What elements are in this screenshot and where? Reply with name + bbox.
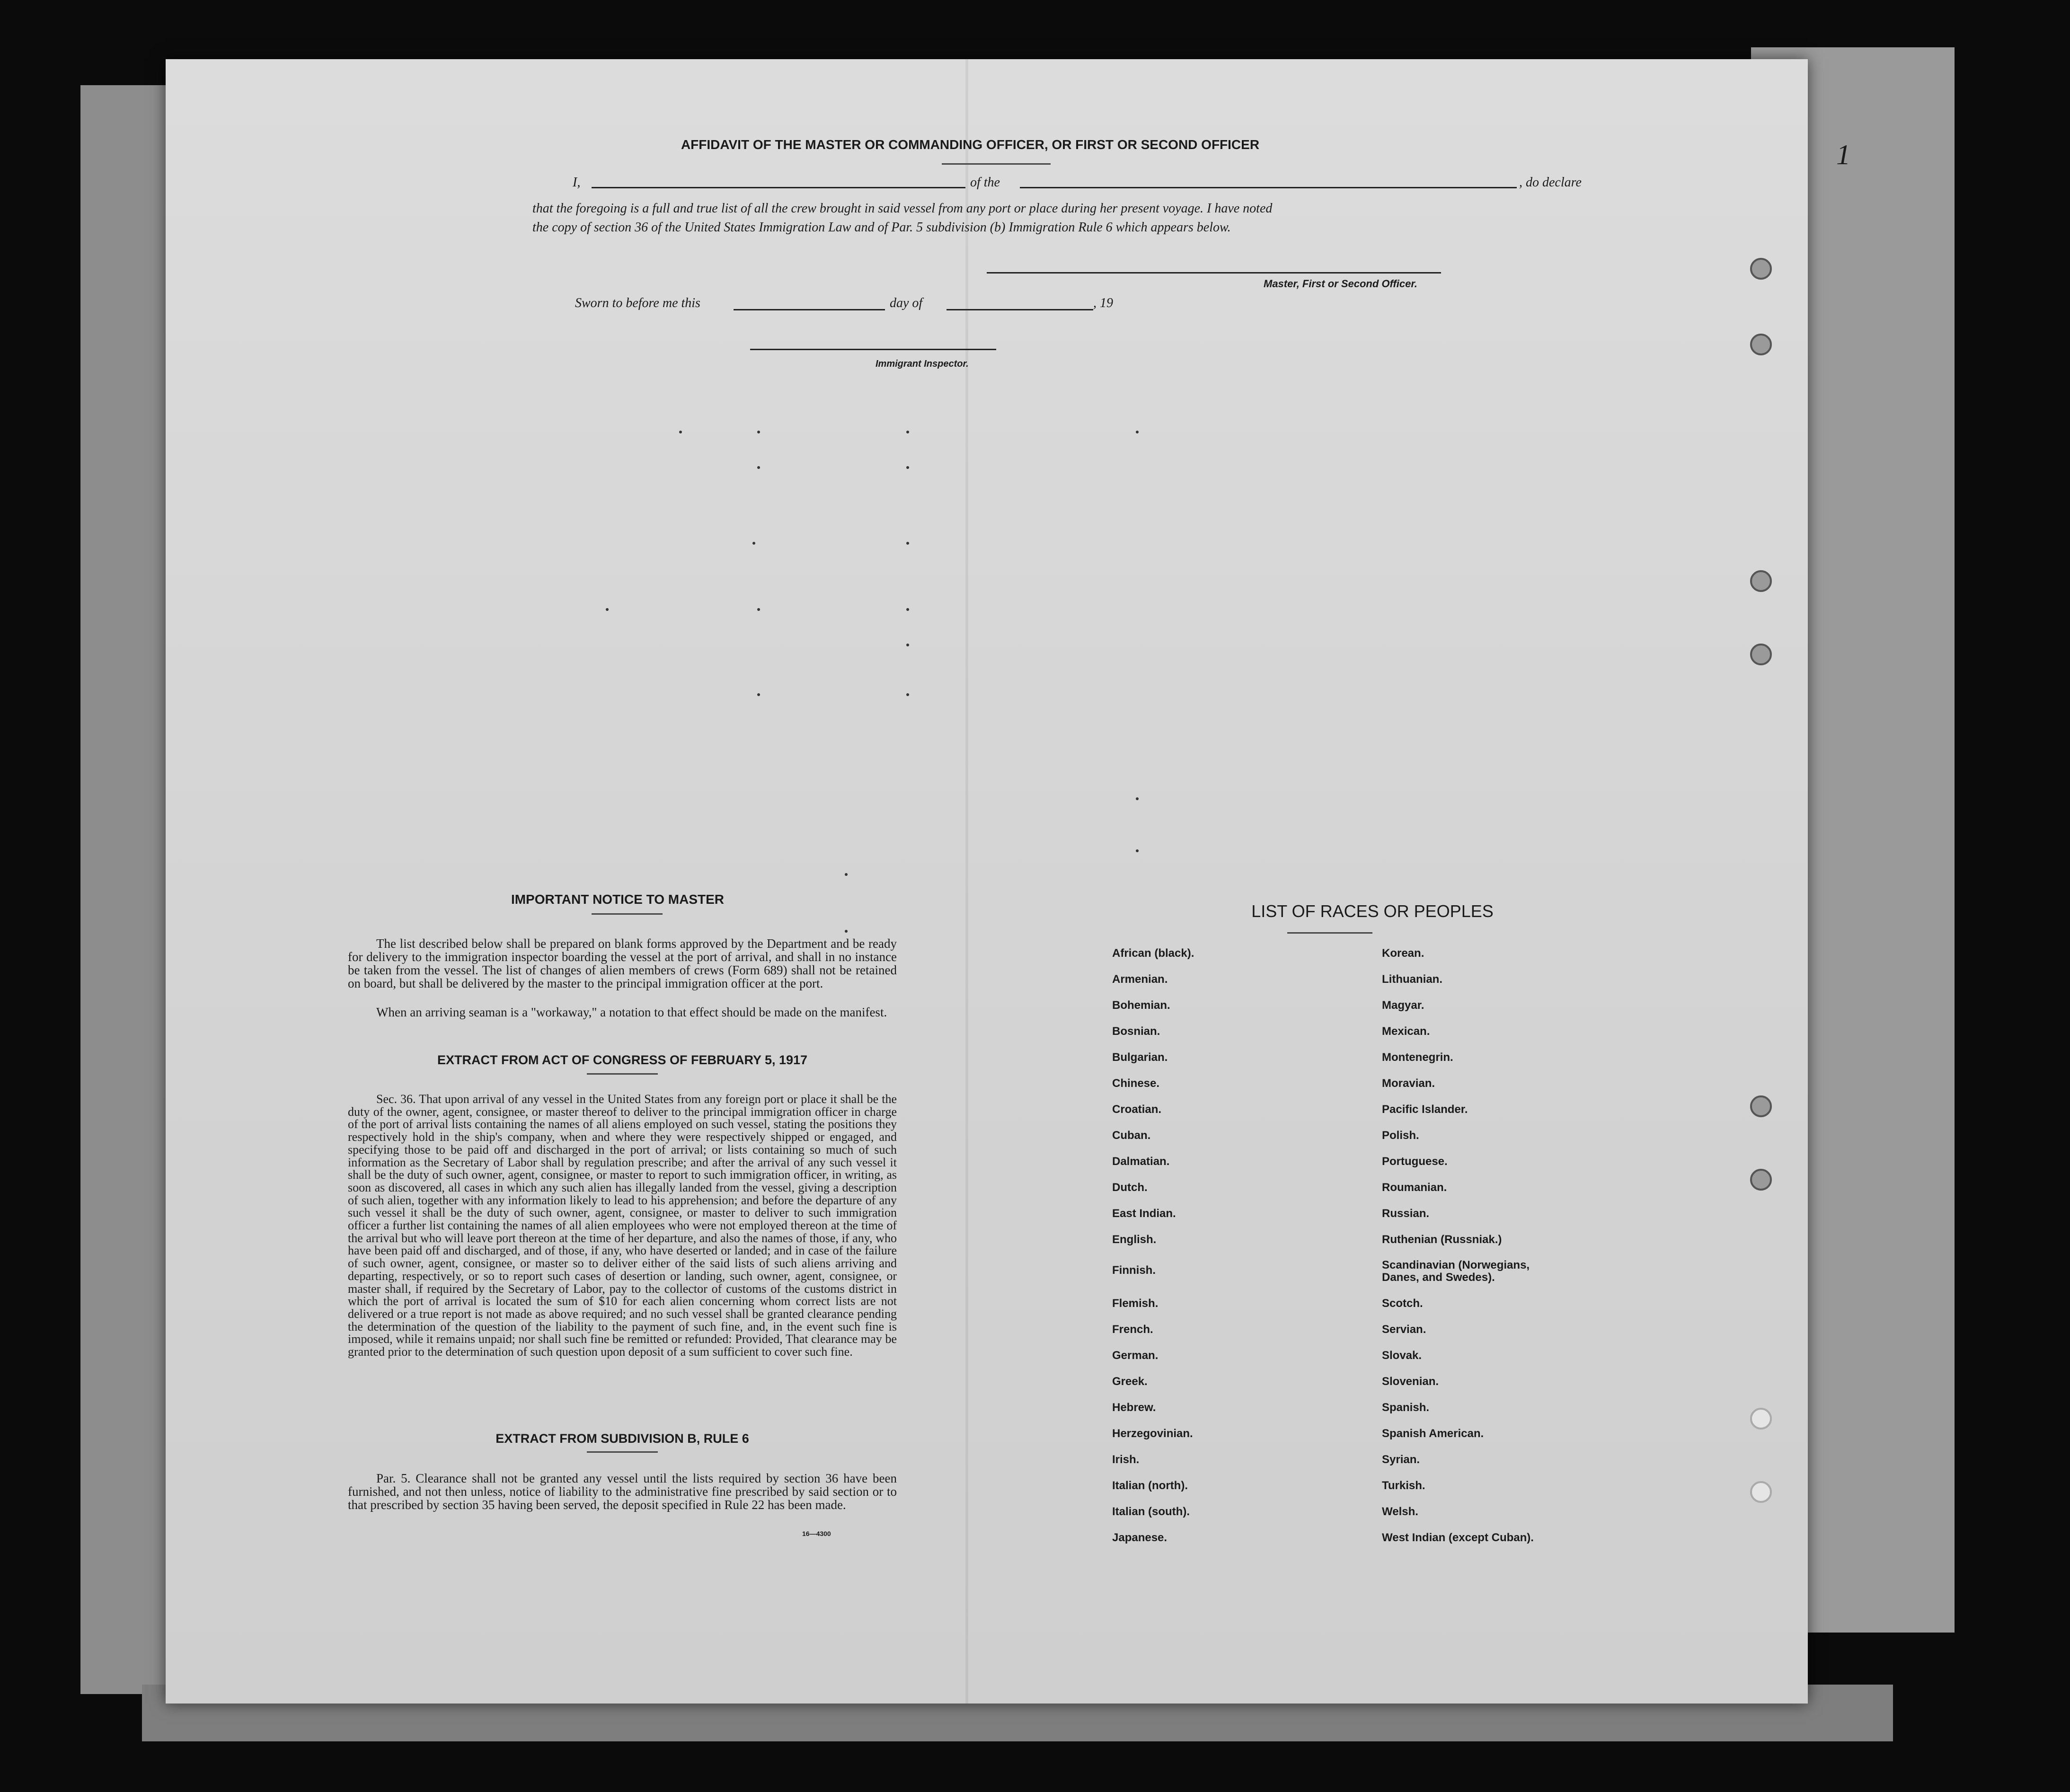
title-rule [942, 163, 1051, 165]
race-item: Montenegrin. [1382, 1051, 1453, 1064]
manifest-page [166, 59, 1850, 1704]
dot [845, 930, 848, 933]
dot [752, 542, 755, 545]
race-item: Scandinavian (Norwegians, Danes, and Swedes). [1382, 1259, 1530, 1284]
affiant-name-line[interactable] [592, 187, 965, 188]
binder-hole [1750, 644, 1772, 665]
page-number: 1 [1836, 139, 1850, 170]
race-item: West Indian (except Cuban). [1382, 1531, 1534, 1544]
race-item: Magyar. [1382, 999, 1424, 1012]
race-item: Croatian. [1112, 1103, 1162, 1116]
dot [845, 873, 848, 876]
dot [1136, 849, 1139, 852]
race-item: French. [1112, 1323, 1153, 1336]
dot [1136, 431, 1139, 433]
race-item: Moravian. [1382, 1077, 1435, 1090]
races-rule [1287, 932, 1372, 934]
page-fold [965, 59, 968, 1704]
affidavit-line-2: the copy of section 36 of the United States Immigration Law and of Par. 5 subdivision (b) Immigration Rule 6 which appears below. [532, 220, 1231, 235]
race-item: Cuban. [1112, 1129, 1151, 1142]
race-item: Finnish. [1112, 1264, 1156, 1277]
affidavit-title: AFFIDAVIT OF THE MASTER OR COMMANDING OFFICER, OR FIRST OR SECOND OFFICER [681, 137, 1260, 152]
binder-hole [1750, 258, 1772, 280]
sworn-month-line[interactable] [947, 309, 1093, 310]
vessel-name-line[interactable] [1020, 187, 1517, 188]
race-item: Spanish American. [1382, 1427, 1484, 1440]
form-code: 16—4300 [802, 1530, 831, 1537]
binder-hole [1750, 570, 1772, 592]
race-item: Scotch. [1382, 1297, 1423, 1310]
race-item: Slovak. [1382, 1349, 1422, 1362]
race-item: African (black). [1112, 947, 1194, 960]
affiant-label: I, [573, 175, 581, 190]
race-item: Pacific Islander. [1382, 1103, 1468, 1116]
race-item: Ruthenian (Russniak.) [1382, 1233, 1502, 1246]
day-of-label: day of [890, 296, 923, 310]
act-extract-title: EXTRACT FROM ACT OF CONGRESS OF FEBRUARY 5, 1917 [437, 1053, 808, 1067]
race-item: Servian. [1382, 1323, 1426, 1336]
notice-rule [592, 913, 663, 915]
dot [606, 608, 609, 611]
dot [1136, 797, 1139, 800]
do-declare-label: , do declare [1519, 175, 1582, 190]
race-item: Dalmatian. [1112, 1155, 1170, 1168]
binder-hole [1750, 1408, 1772, 1430]
race-item: Lithuanian. [1382, 973, 1442, 986]
race-item: Portuguese. [1382, 1155, 1448, 1168]
races-title: LIST OF RACES OR PEOPLES [1251, 901, 1494, 921]
rule-extract-rule [587, 1451, 658, 1453]
rule-extract-title: EXTRACT FROM SUBDIVISION B, RULE 6 [495, 1431, 749, 1446]
notice-paragraph-2: When an arriving seaman is a "workaway," a notation to that effect should be made on the manifest. [376, 1005, 887, 1019]
signature-line[interactable] [987, 272, 1441, 274]
sworn-day-line[interactable] [734, 309, 885, 310]
inspector-line[interactable] [750, 349, 996, 350]
dot [757, 693, 760, 696]
dot [757, 466, 760, 469]
race-item: Korean. [1382, 947, 1424, 960]
act-extract-rule [587, 1073, 658, 1075]
race-item: Spanish. [1382, 1401, 1430, 1414]
race-item: Turkish. [1382, 1479, 1425, 1492]
race-item: Irish. [1112, 1453, 1140, 1466]
dot [906, 466, 909, 469]
race-item: Bohemian. [1112, 999, 1170, 1012]
race-item: Roumanian. [1382, 1181, 1447, 1194]
dot [906, 644, 909, 646]
race-item: Polish. [1382, 1129, 1419, 1142]
race-item: Welsh. [1382, 1505, 1418, 1518]
race-item: Greek. [1112, 1375, 1148, 1388]
year-label: , 19 [1093, 296, 1113, 310]
of-the-label: of the [970, 175, 1000, 190]
inspector-label: Immigrant Inspector. [876, 359, 969, 369]
race-item: Herzegovinian. [1112, 1427, 1193, 1440]
race-item: Flemish. [1112, 1297, 1159, 1310]
binder-hole [1750, 1481, 1772, 1503]
race-item: Chinese. [1112, 1077, 1160, 1090]
race-item: Japanese. [1112, 1531, 1168, 1544]
dot [757, 431, 760, 433]
act-extract-body: Sec. 36. That upon arrival of any vessel in the United States from any foreign port or place it shall be the duty of the owner, agent, consignee, or master thereof to deliver to the principal immigration officer in charge of the port of arrival lists containing the names of all aliens employed on such vessel, stating the positions they respectively hold in the ship's company, when and where they were respectively shipped or engaged, and specifying those to be paid off and discharged in the port of arrival; or lists containing so much of such information as the Secretary of Labor shall by regulation prescribe; and after the arrival of any such vessel it shall be the duty of such owner, agent, consignee, or master to report to such immigration officer, in writing, as soon as discovered, all cases in which any such alien has illegally landed from the vessel, giving a description of such alien, together with any information likely to lead to his apprehension; and before the departure of any such vessel it shall be the duty of such owner, agent, consignee, or master to deliver to such immigration officer a further list containing the names of all alien employees who were not employed thereon at the time of the arrival but who will leave port thereon at the time of her departure, and also the names of those, if any, who have been paid off and discharged, and of those, if any, who have deserted or landed; and in case of the failure of such owner, agent, consignee, or master so to deliver either of the said lists of such aliens arriving and departing, respectively, or so to report such cases of desertion or landing, such owner, agent, consignee, or master shall, if required by the Secretary of Labor, pay to the collector of customs of the customs district in which the port of arrival is located the sum of $10 for each alien concerning whom correct lists are not delivered or a true report is not made as above required; and no such vessel shall be granted clearance pending the determination of the question of the liability to the payment of such fine, and, in the event such fine is imposed, while it remains unpaid; nor shall such fine be remitted or refunded: Provided, That clearance may be granted prior to the determination of such question upon deposit of a sum sufficient to cover such fine. [348, 1092, 897, 1359]
race-item: Hebrew. [1112, 1401, 1156, 1414]
dot [679, 431, 682, 433]
race-item: Russian. [1382, 1207, 1430, 1220]
dot [906, 542, 909, 545]
notice-title: IMPORTANT NOTICE TO MASTER [511, 892, 725, 907]
race-item: Bosnian. [1112, 1025, 1160, 1038]
race-item: Slovenian. [1382, 1375, 1439, 1388]
binder-hole [1750, 1169, 1772, 1191]
race-item: English. [1112, 1233, 1157, 1246]
race-item: Armenian. [1112, 973, 1168, 986]
binder-hole [1750, 334, 1772, 355]
notice-paragraph-1: The list described below shall be prepared on blank forms approved by the Department and be ready for delivery to the immigration inspector boarding the vessel at the port of arrival, and shall in no instance be taken from the vessel. The list of changes of alien members of crews (Form 689) shall not be retained on board, but shall be delivered by the master to the principal immigration officer at the port. [348, 936, 897, 990]
race-item: Bulgarian. [1112, 1051, 1168, 1064]
signature-label: Master, First or Second Officer. [1264, 278, 1417, 290]
affidavit-line-1: that the foregoing is a full and true list of all the crew brought in said vessel from any port or place during her present voyage. I have noted [532, 201, 1273, 216]
race-item: East Indian. [1112, 1207, 1176, 1220]
dot [757, 608, 760, 611]
rule-extract-body: Par. 5. Clearance shall not be granted any vessel until the lists required by section 36 have been furnished, and not then unless, notice of liability to the administrative fine prescribed by said section or to that prescribed by section 35 having been served, the deposit specified in Rule 22 has been made. [348, 1471, 897, 1512]
race-item: Italian (south). [1112, 1505, 1190, 1518]
race-item: Mexican. [1382, 1025, 1430, 1038]
dot [906, 431, 909, 433]
race-item: Syrian. [1382, 1453, 1420, 1466]
binder-hole [1750, 1095, 1772, 1117]
sworn-label: Sworn to before me this [575, 296, 700, 310]
dot [906, 693, 909, 696]
race-item: German. [1112, 1349, 1159, 1362]
race-item: Italian (north). [1112, 1479, 1188, 1492]
race-item: Dutch. [1112, 1181, 1148, 1194]
dot [906, 608, 909, 611]
